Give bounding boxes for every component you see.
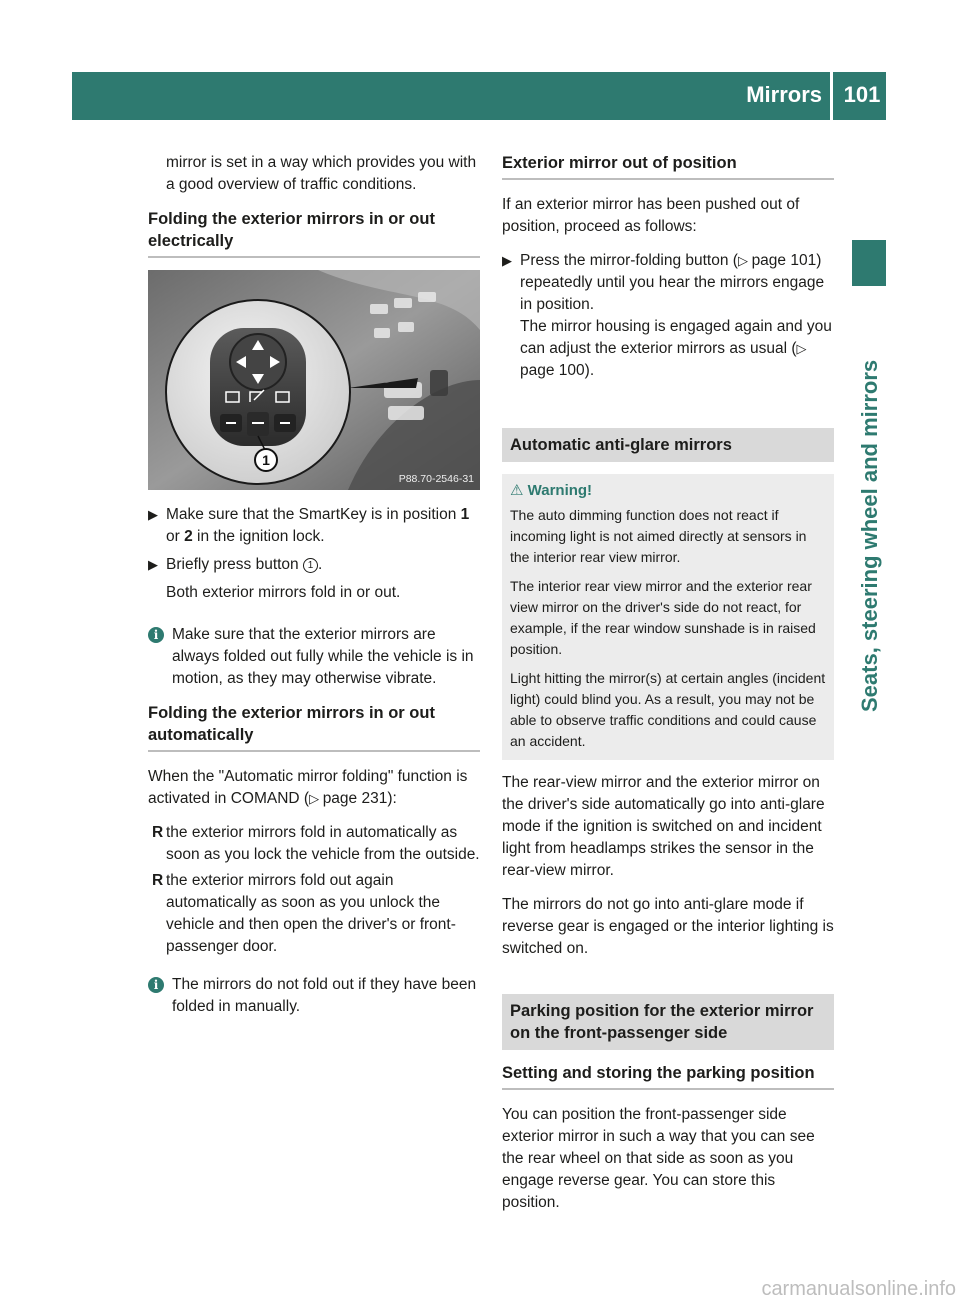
info-note-vibrate (148, 624, 480, 690)
page-reference: page 101 (751, 252, 817, 269)
step-text: ) repeatedly until you hear the mirrors engage in position. (520, 252, 825, 313)
text: ): (387, 790, 397, 807)
heading-out-of-position: Exterior mirror out of position (502, 152, 834, 180)
page-arrow-icon: ▷ (796, 341, 807, 356)
step-press-button (148, 554, 480, 604)
position-1: 1 (460, 506, 470, 523)
figure-code: P88.70-2546-31 (398, 473, 474, 485)
auto-intro (148, 766, 480, 810)
bullet-icon: R (152, 824, 164, 841)
step-arrow-icon: ▶ (148, 557, 158, 572)
step-text: Press the mirror-folding button ( (520, 252, 738, 269)
header-separator (830, 72, 833, 120)
step-press-folding-button (502, 250, 834, 382)
chapter-label: Seats, steering wheel and mirrors (857, 360, 882, 713)
position-2: 2 (184, 528, 193, 545)
step-arrow-icon: ▶ (502, 253, 512, 268)
page-number: 101 (843, 82, 881, 107)
info-icon: i (148, 977, 164, 993)
page-title: Mirrors (746, 82, 822, 107)
step-arrow-icon: ▶ (148, 507, 158, 522)
step-result: Both exterior mirrors fold in or out. (166, 584, 401, 601)
text: The mirror housing is engaged again and you can adjust the exterior mirrors as usual ( (520, 318, 832, 357)
text: ). (584, 362, 595, 379)
section-parking-position: Parking position for the exterior mirror on the front-passenger side (502, 994, 834, 1050)
step-text: or (166, 528, 185, 545)
heading-fold-electric: Folding the exterior mirrors in or out electrically (148, 208, 480, 258)
warning-text-2: The interior rear view mirror and the exterior rear view mirror on the driver's side do not react, for example, if the rear window sunshade is in raised position. (510, 578, 816, 657)
info-icon: i (148, 627, 164, 643)
bullet-fold-out (148, 870, 480, 958)
intro-text: mirror is set in a way which provides you with a good overview of traffic conditions. (166, 154, 477, 193)
callout-1: 1 (262, 452, 270, 468)
right-column (502, 152, 834, 1226)
position-intro: If an exterior mirror has been pushed out of position, proceed as follows: (502, 196, 800, 235)
warning-icon: ⚠ (510, 482, 524, 499)
left-column (148, 152, 480, 1030)
info-text: The mirrors do not fold out if they have been folded in manually. (172, 976, 477, 1015)
step-text: . (317, 556, 323, 573)
step-text: in the ignition lock. (192, 528, 325, 545)
section-antiglare: Automatic anti-glare mirrors (502, 428, 834, 462)
heading-setting-storing: Setting and storing the parking position (502, 1062, 834, 1090)
bullet-text: the exterior mirrors fold out again automatically as soon as you unlock the vehicle and then open the driver's or front-passenger door. (166, 872, 456, 955)
step-result (520, 316, 834, 382)
bullet-fold-in (148, 822, 480, 866)
door-panel-illustration (148, 270, 480, 490)
text: When the "Automatic mirror folding" function is activated in COMAND ( (148, 768, 468, 807)
warning-title-text: Warning! (527, 482, 593, 499)
warning-title (510, 480, 826, 501)
warning-text-1: The auto dimming function does not react if incoming light is not aimed directly at sensors in the interior rear view mirror. (510, 507, 807, 565)
info-note-manual (148, 974, 480, 1018)
bullet-text: the exterior mirrors fold in automatically as soon as you lock the vehicle from the outside. (166, 824, 480, 863)
page-reference: page 231 (322, 790, 388, 807)
chapter-tab (852, 240, 886, 286)
parking-paragraph: You can position the front-passenger side exterior mirror in such a way that you can see the rear wheel on that side as soon as you engage reverse gear. You can store this position. (502, 1106, 815, 1211)
step-text: Briefly press button (166, 556, 303, 573)
mirror-switch-figure (148, 270, 480, 490)
bullet-icon: R (152, 872, 164, 889)
step-smartkey (148, 504, 480, 548)
page-arrow-icon: ▷ (309, 791, 323, 806)
warning-text-3: Light hitting the mirror(s) at certain angles (incident light) could blind you. As a result, you may not be able to observe traffic conditions and could cause an accident. (510, 670, 826, 749)
page-reference: page 100 (520, 362, 585, 379)
antiglare-paragraph-2: The mirrors do not go into anti-glare mode if reverse gear is engaged or the interior lighting is switched on. (502, 896, 834, 957)
heading-fold-auto: Folding the exterior mirrors in or out automatically (148, 702, 480, 752)
watermark: carmanualsonline.info (761, 1278, 956, 1300)
page-arrow-icon: ▷ (737, 253, 752, 268)
warning-box (502, 474, 834, 760)
button-1-ref: 1 (303, 558, 318, 573)
antiglare-paragraph-1: The rear-view mirror and the exterior mirror on the driver's side automatically go into anti-glare mode if the ignition is switched on and incident light from headlamps strikes the sensor in the rear-view mirror. (502, 774, 825, 879)
step-text: Make sure that the SmartKey is in position (166, 506, 461, 523)
info-text: Make sure that the exterior mirrors are always folded out fully while the vehicle is in motion, as they may otherwise vibrate. (172, 626, 474, 687)
